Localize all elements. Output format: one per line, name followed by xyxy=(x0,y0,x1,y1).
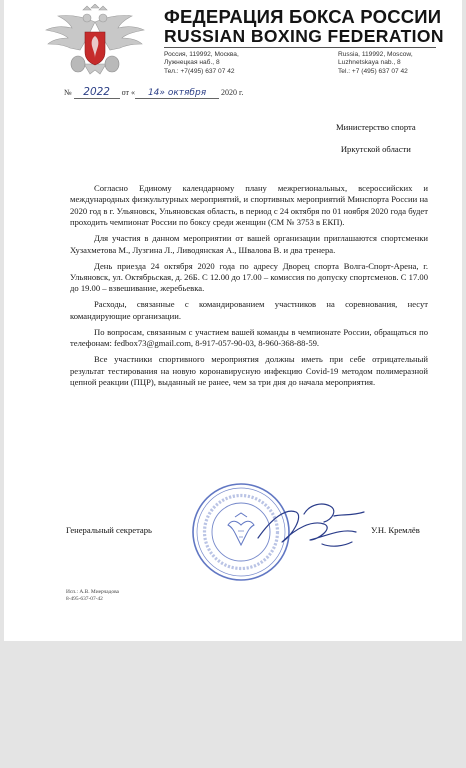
outgoing-date xyxy=(135,88,219,99)
outgoing-number: 2022 xyxy=(74,86,120,99)
signatory-title: Генеральный секретарь xyxy=(66,525,152,535)
address-ru xyxy=(164,51,239,76)
recipient-line: Министерство спорта xyxy=(336,122,416,132)
date-month: октября xyxy=(167,88,207,98)
letter-page xyxy=(4,0,462,641)
header-divider xyxy=(164,47,436,48)
handwritten-signature xyxy=(252,498,372,558)
address-ru-line: Лужнецкая наб., 8 xyxy=(164,59,220,67)
date-separator: » xyxy=(159,88,165,98)
executor-note xyxy=(66,589,119,603)
address-en-line: Luzhnetskaya nab., 8 xyxy=(338,59,401,67)
address-en-line: Tel.: +7 (495) 637 07 42 xyxy=(338,67,408,75)
address-en xyxy=(338,51,413,76)
address-ru-line: Тел.: +7(495) 637 07 42 xyxy=(164,67,235,75)
number-sign: № xyxy=(64,88,72,97)
date-year: 2020 г. xyxy=(221,88,244,97)
date-day: 14 xyxy=(147,88,160,98)
body-paragraph: По вопросам, связанным с участием вашей команды в чемпионате России, обращаться по телефонам: fedbox73@gmail.com, 8-917-057-90-03, 8-960-368-88-59. xyxy=(70,326,428,349)
federation-emblem-icon xyxy=(36,4,154,84)
body-paragraph: Для участия в данном мероприятии от вашей организации приглашаются спортсменки Хузахметова М., Лузгина Л., Ливодянская А., Швалова В. и два тренера. xyxy=(70,233,428,255)
recipient-block xyxy=(336,116,416,160)
address-ru-line: Россия, 119992, Москва, xyxy=(164,51,239,58)
federation-name-ru: ФЕДЕРАЦИЯ БОКСА РОССИИ xyxy=(164,6,442,27)
executor-name: Исп.: А.В. Миерчадова xyxy=(66,589,119,595)
body-paragraph: День приезда 24 октября 2020 года по адресу Дворец спорта Волга-Спорт-Арена, г. Ульяновск, ул. Октябрьская, д. 26Б. С 12.00 до 17.00 – комиссия по допуску спортсменов. С 17.00 до 19.00 – взвешивание, жеребьевка. xyxy=(70,260,428,294)
recipient-line: Иркутской области xyxy=(340,144,411,154)
date-from-label: от « xyxy=(121,88,136,97)
body-paragraph: Расходы, связанные с командированием участников на соревнования, несут командирующие организации. xyxy=(70,299,428,321)
address-en-line: Russia, 119992, Moscow, xyxy=(338,51,413,58)
executor-phone: 8-495-637-07-42 xyxy=(66,596,103,602)
outgoing-reference xyxy=(64,86,243,99)
letter-body xyxy=(70,183,428,393)
signatory-name: У.Н. Кремлёв xyxy=(371,525,420,535)
body-paragraph: Все участники спортивного мероприятия должны иметь при себе отрицательный результат тестирования на новую коронавирусную инфекцию Covid-19 методом полимеразной цепной реакции (ПЦР), выданный не ранее, чем за три дня до начала мероприятия. xyxy=(70,354,428,388)
body-paragraph: Согласно Единому календарному плану межрегиональных, всероссийских и международных физкультурных мероприятий, и спортивных мероприятий Минспорта России на 2020 год в г. Ульяновск, Ульяновская область, в период с 24 октября по 01 ноября 2020 года будет проходить чемпионат России по боксу среди женщин (СМ № 3753 в ЕКП). xyxy=(70,183,428,228)
federation-name-en: RUSSIAN BOXING FEDERATION xyxy=(164,26,444,46)
